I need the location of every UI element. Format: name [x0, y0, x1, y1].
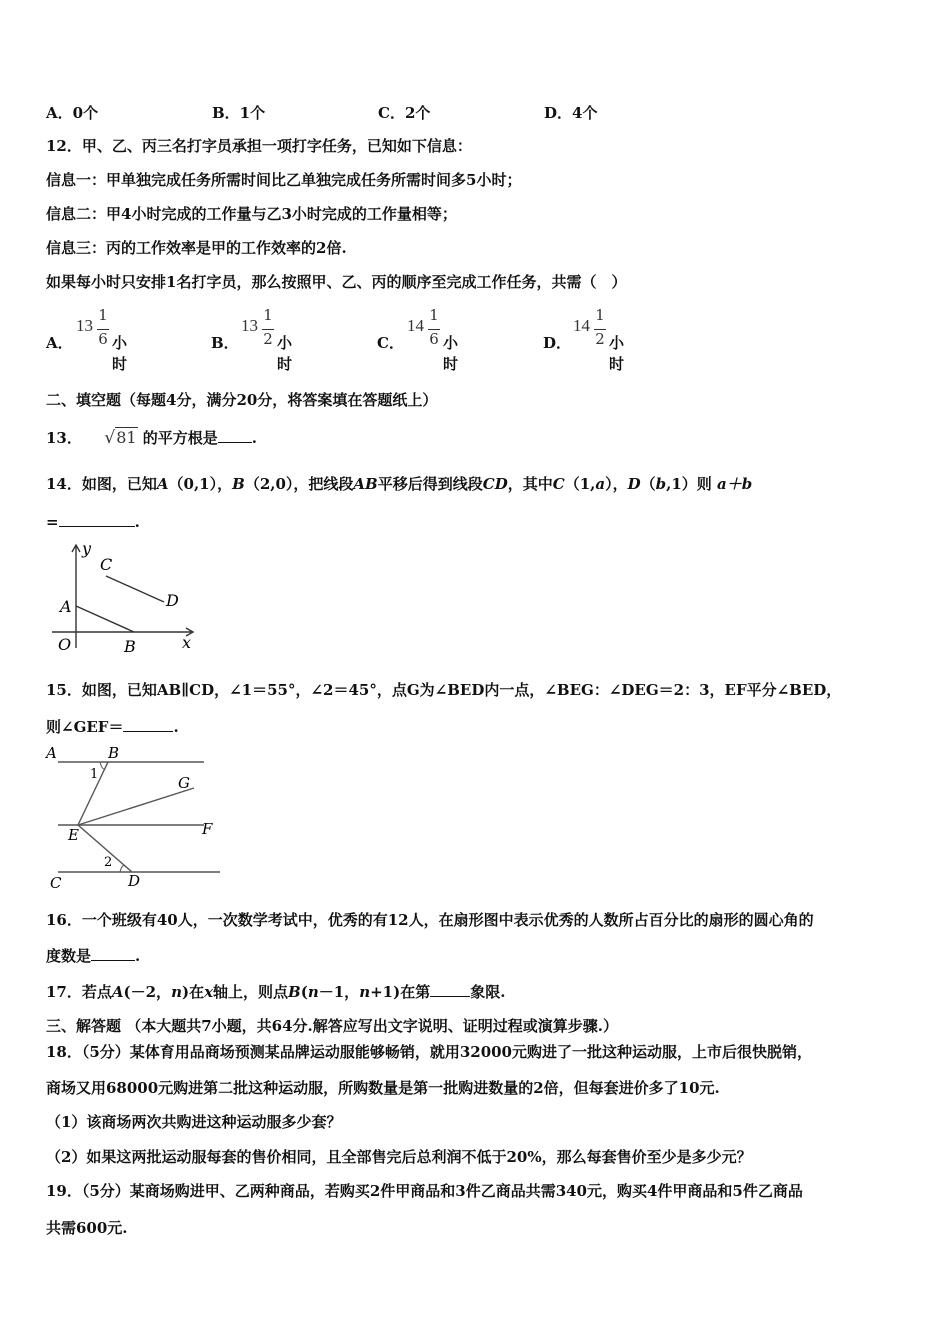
q17: [46, 982, 505, 1002]
q15-end: .: [173, 718, 179, 736]
q18-sub2: （2）如果这两批运动服每套的售价相同，且全部售完后总利润不低于20%，那么每套售价至少是多少元？: [46, 1148, 752, 1166]
q12-stem: 12．甲、乙、丙三名打字员承担一项打字任务，已知如下信息：: [46, 137, 472, 155]
var-x: x: [204, 983, 214, 1001]
label-f: F: [202, 820, 213, 838]
option-label: D．: [543, 334, 572, 352]
q15-line1: 15．如图，已知AB∥CD，∠1＝55°，∠2＝45°，点G为∠BED内一点，∠BEG：∠DEG＝2：3，EF平分∠BED，: [46, 681, 842, 699]
q15-figure: [44, 742, 222, 892]
q18-sub1: （1）该商场两次共购进这种运动服多少套？: [46, 1113, 342, 1131]
label-d: D: [166, 591, 179, 610]
option-unit: 小时: [112, 334, 128, 373]
answer-blank[interactable]: [91, 946, 135, 961]
coord: (－2，: [123, 983, 172, 1001]
point-c: C: [552, 475, 565, 493]
mixed-whole: 13: [76, 316, 93, 335]
label-b: B: [124, 637, 136, 656]
point-a: A: [156, 475, 169, 493]
segment-cd: [106, 576, 164, 602]
mixed-whole: 13: [241, 316, 258, 335]
var-n: n: [171, 983, 182, 1001]
segment-cd: CD: [482, 475, 508, 493]
option-unit: 小时: [443, 334, 459, 373]
label-b: B: [108, 744, 120, 762]
q17-text: +1)在第: [370, 983, 431, 1001]
option-label: C．: [377, 334, 404, 352]
option-label: A．: [46, 334, 73, 352]
answer-blank[interactable]: [123, 717, 173, 732]
q12-info1: 信息一：甲单独完成任务所需时间比乙单独完成任务所需时间多5小时；: [46, 171, 522, 189]
option-unit: 小时: [277, 334, 293, 373]
segment-ab: [76, 606, 134, 632]
label-a: A: [46, 744, 57, 762]
coord: （1,: [564, 475, 596, 493]
var-b: b: [655, 475, 667, 493]
q16-end: .: [135, 947, 141, 965]
angle2-arc: [120, 866, 125, 872]
label-angle2: 2: [104, 855, 113, 870]
q14-text: 平移后得到线段: [377, 475, 483, 493]
answer-blank[interactable]: [218, 428, 252, 443]
option-b: B．1个: [212, 104, 266, 122]
mixed-whole: 14: [573, 316, 590, 335]
q15-line2: [46, 717, 179, 737]
q13: [46, 428, 257, 448]
q13-end: .: [251, 429, 258, 447]
q17-text: 17．若点: [46, 983, 112, 1001]
label-y: y: [82, 540, 92, 558]
point-b: B: [232, 475, 245, 493]
fraction-denominator: 6: [98, 330, 108, 348]
option-c: C．2个: [378, 104, 431, 122]
q12-info3: 信息三：丙的工作效率是甲的工作效率的2倍.: [46, 239, 347, 257]
point-a: A: [111, 983, 124, 1001]
option-d: D．4个: [544, 104, 598, 122]
q13-radicand: 81: [116, 428, 137, 447]
q18-line1: 18．（5分）某体育用品商场预测某品牌运动服能够畅销，就用32000元购进了一批这种运动服，上市后很快脱销，: [46, 1043, 813, 1061]
label-e: E: [68, 826, 79, 844]
point-b: B: [288, 983, 301, 1001]
answer-blank[interactable]: [430, 982, 470, 997]
point-d: D: [627, 475, 641, 493]
fraction-numerator: 1: [595, 306, 605, 324]
q15-text: 则∠GEF＝: [46, 718, 124, 736]
var-n: n: [359, 983, 371, 1001]
label-c: C: [50, 874, 62, 892]
q14-text: 14．如图，已知: [46, 475, 157, 493]
fraction-denominator: 2: [595, 330, 605, 348]
ray-eg: [78, 788, 194, 825]
q14-text: ，其中: [507, 475, 553, 493]
q17-text: 轴上，则点: [213, 983, 289, 1001]
q14-end: .: [134, 513, 140, 531]
label-a: A: [60, 597, 72, 616]
answer-blank[interactable]: [59, 512, 135, 527]
fraction-denominator: 2: [263, 330, 273, 348]
var-a: a: [595, 475, 606, 493]
q14-figure: [46, 540, 206, 658]
q18-line2: 商场又用68000元购进第二批这种运动服，所购数量是第一批购进数量的2倍，但每套进价多了10元.: [46, 1079, 720, 1097]
q16-line2: [46, 946, 140, 966]
q16-text: 度数是: [46, 947, 92, 965]
coord: （2,0），把线段: [244, 475, 354, 493]
segment-ab: AB: [353, 475, 378, 493]
q13-text: 的平方根是: [142, 429, 218, 447]
option-unit: 小时: [609, 334, 625, 373]
q16-line1: 16．一个班级有40人，一次数学考试中，优秀的有12人，在扇形图中表示优秀的人数所占百分比的扇形的圆心角的: [46, 911, 814, 929]
coord: －1，: [318, 983, 360, 1001]
coord: ,1）则: [666, 475, 712, 493]
fraction-numerator: 1: [429, 306, 439, 324]
label-g: G: [178, 774, 190, 792]
option-a: A．0个: [46, 104, 99, 122]
sqrt-icon: √: [104, 428, 116, 448]
section3-title: 三、解答题 （本大题共7小题，共64分.解答应写出文字说明、证明过程或演算步骤.）: [46, 1017, 618, 1035]
q19-line2: 共需600元.: [46, 1219, 128, 1237]
q13-number: 13．: [46, 429, 82, 447]
coord: ），: [605, 475, 628, 493]
q14-line1: [46, 474, 752, 494]
coord: （: [640, 475, 656, 493]
fraction-numerator: 1: [98, 306, 108, 324]
equals: =: [46, 513, 59, 531]
expr-a-plus-b: a＋b: [717, 475, 753, 493]
label-o: O: [58, 635, 72, 654]
option-label: B．: [211, 334, 239, 352]
q14-line2: [46, 512, 140, 532]
label-c: C: [100, 555, 113, 574]
mixed-whole: 14: [407, 316, 424, 335]
q19-line1: 19．（5分）某商场购进甲、乙两种商品，若购买2件甲商品和3件乙商品共需340元，购买4件甲商品和5件乙商品: [46, 1182, 803, 1200]
label-x: x: [182, 633, 192, 652]
coord: （0,1），: [168, 475, 233, 493]
label-d: D: [128, 872, 141, 890]
var-n: n: [307, 983, 319, 1001]
fraction-numerator: 1: [263, 306, 273, 324]
angle1-arc: [100, 762, 105, 769]
coord: )在: [181, 983, 205, 1001]
coord: (: [300, 983, 308, 1001]
q17-end: 象限.: [470, 983, 506, 1001]
section2-title: 二、填空题（每题4分，满分20分，将答案填在答题纸上）: [46, 391, 438, 409]
q12-info2: 信息二：甲4小时完成的工作量与乙3小时完成的工作量相等；: [46, 205, 457, 223]
q12-question: 如果每小时只安排1名打字员，那么按照甲、乙、丙的顺序至完成工作任务，共需（ ）: [46, 273, 627, 291]
label-angle1: 1: [90, 767, 99, 782]
fraction-denominator: 6: [429, 330, 439, 348]
